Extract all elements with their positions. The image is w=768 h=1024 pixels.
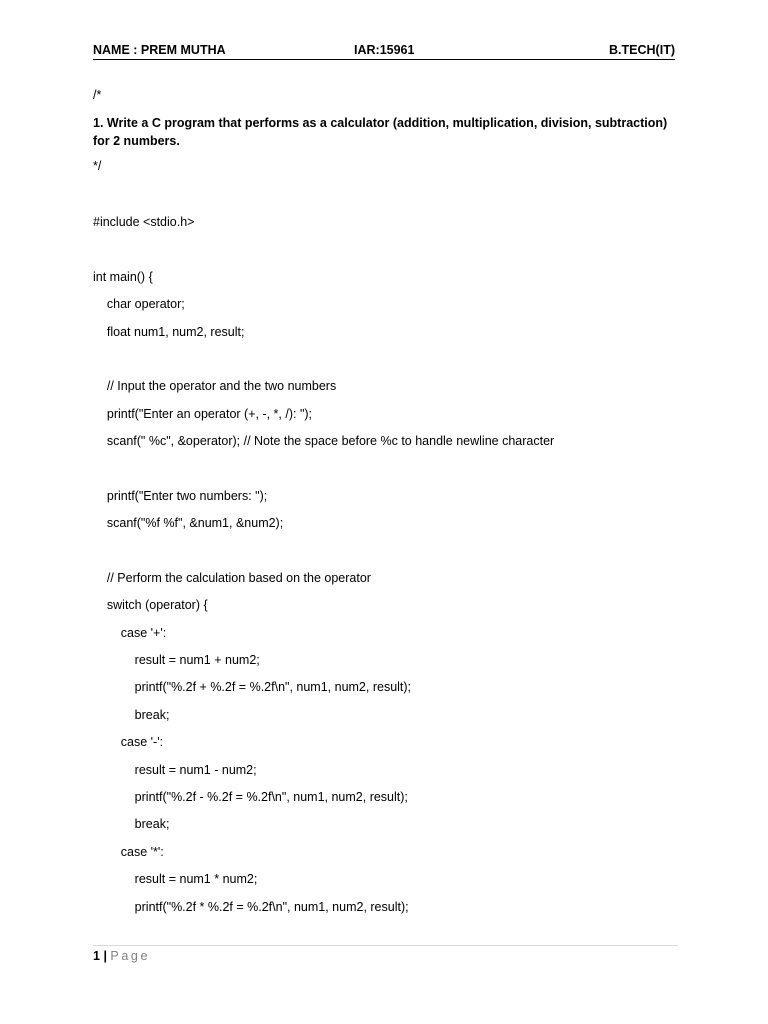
code-line: break; <box>93 708 170 722</box>
code-line: scanf("%f %f", &num1, &num2); <box>93 516 284 530</box>
code-line: result = num1 * num2; <box>93 872 258 886</box>
code-line: case '*': <box>93 845 164 859</box>
code-line: printf("%.2f * %.2f = %.2f\n", num1, num2, result); <box>93 900 409 914</box>
footer-divider <box>93 945 678 946</box>
code-line: int main() { <box>93 270 153 284</box>
code-line: printf("Enter two numbers: "); <box>93 489 268 503</box>
code-line: #include <stdio.h> <box>93 215 195 229</box>
code-line: break; <box>93 817 170 831</box>
code-line: // Perform the calculation based on the operator <box>93 571 371 585</box>
comment-close: */ <box>93 159 102 173</box>
code-line: printf("%.2f - %.2f = %.2f\n", num1, num2, result); <box>93 790 408 804</box>
code-line: case '+': <box>93 626 167 640</box>
code-line: char operator; <box>93 297 185 311</box>
code-line: // Input the operator and the two numbers <box>93 379 337 393</box>
page-label: Page <box>110 949 151 963</box>
question-line-2: for 2 numbers. <box>93 134 180 148</box>
page-header <box>93 43 675 60</box>
code-line: case '-': <box>93 735 164 749</box>
header-name: NAME : PREM MUTHA <box>93 43 226 57</box>
page-footer <box>93 948 150 964</box>
comment-open: /* <box>93 88 102 102</box>
code-line: float num1, num2, result; <box>93 325 245 339</box>
footer-separator: | <box>103 949 107 963</box>
code-line: result = num1 - num2; <box>93 763 257 777</box>
code-line: result = num1 + num2; <box>93 653 260 667</box>
code-line: printf("%.2f + %.2f = %.2f\n", num1, num2, result); <box>93 680 412 694</box>
header-iar: IAR:15961 <box>354 43 415 57</box>
code-line: printf("Enter an operator (+, -, *, /): "); <box>93 407 313 421</box>
code-line: scanf(" %c", &operator); // Note the space before %c to handle newline character <box>93 434 555 448</box>
page-number: 1 <box>93 949 100 963</box>
header-dept: B.TECH(IT) <box>609 43 675 57</box>
code-line: switch (operator) { <box>93 598 208 612</box>
question-line-1: 1. Write a C program that performs as a calculator (addition, multiplication, division, subtraction) <box>93 116 668 130</box>
